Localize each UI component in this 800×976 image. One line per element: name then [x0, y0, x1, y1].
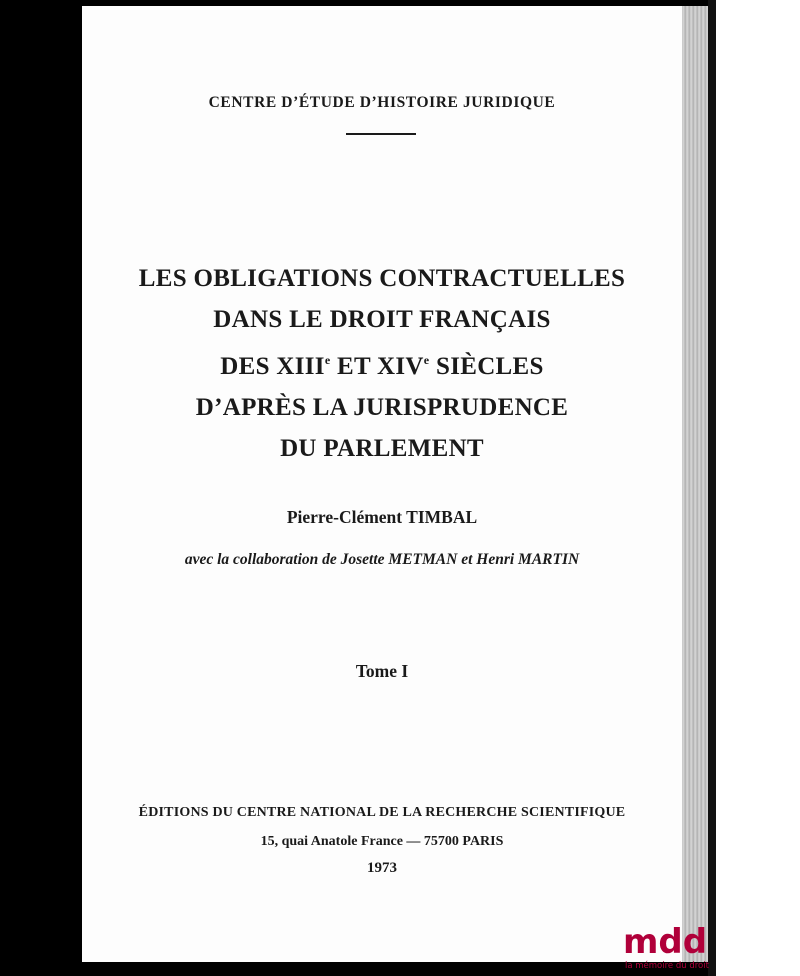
heading-rule	[346, 133, 416, 135]
publication-year: 1973	[367, 860, 397, 876]
collaborators: avec la collaboration de Josette METMAN et Henri MARTIN	[184, 551, 580, 568]
title-line-4: D’APRÈS LA JURISPRUDENCE	[195, 394, 569, 421]
superscript-e: e	[423, 353, 430, 367]
logo-letters: mdd	[623, 922, 708, 962]
superscript-e: e	[324, 353, 331, 367]
logo-tagline: la mémoire du droit	[625, 961, 709, 971]
publisher-address: 15, quai Anatole France — 75700 PARIS	[260, 834, 504, 849]
publisher-name: ÉDITIONS DU CENTRE NATIONAL DE LA RECHERCHE SCIENTIFIQUE	[138, 805, 626, 820]
book-title	[82, 258, 682, 469]
title-line-5: DU PARLEMENT	[280, 435, 484, 462]
title-line-3-part-c: SIÈCLES	[429, 353, 544, 380]
title-line-3	[82, 340, 682, 387]
title-line-1: LES OBLIGATIONS CONTRACTUELLES	[138, 265, 626, 292]
scan-margin-right	[714, 0, 800, 976]
book-cover-edge	[708, 0, 716, 976]
title-line-3-part-a: DES XIII	[220, 353, 325, 380]
mdd-watermark-logo	[623, 922, 723, 975]
institution-heading: CENTRE D’ÉTUDE D’HISTOIRE JURIDIQUE	[208, 94, 556, 111]
title-line-3-part-b: ET XIV	[330, 353, 424, 380]
scan-border-bottom	[0, 962, 720, 976]
volume-label: Tome I	[355, 661, 409, 681]
scan-border-left	[0, 0, 82, 976]
author-name: Pierre-Clément TIMBAL	[286, 507, 478, 527]
title-line-2: DANS LE DROIT FRANÇAIS	[213, 306, 551, 333]
